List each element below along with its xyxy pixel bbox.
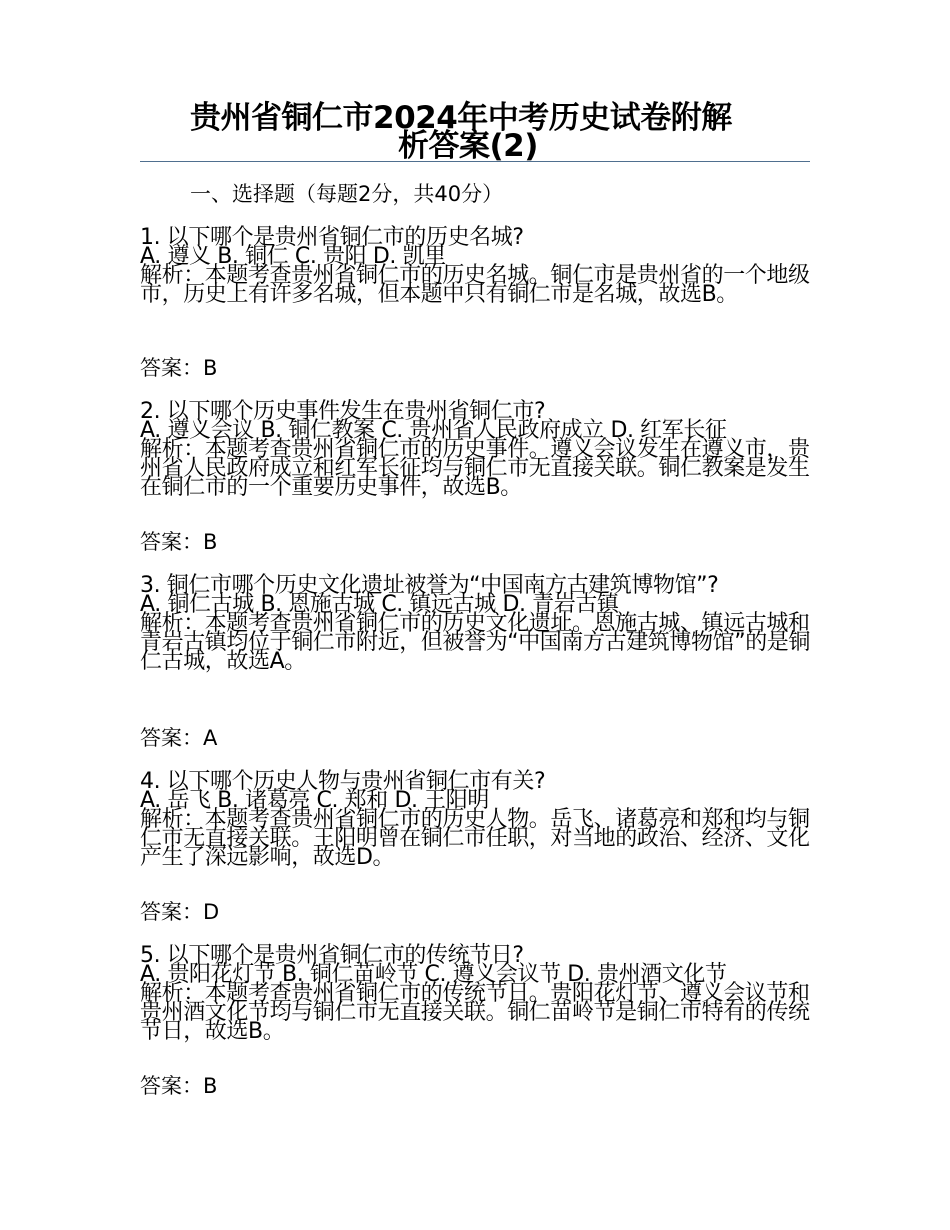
question-stem: 2. 以下哪个历史事件发生在贵州省铜仁市? — [140, 399, 546, 424]
question-1 — [140, 225, 812, 307]
question-stem: 5. 以下哪个是贵州省铜仁市的传统节日? — [140, 943, 524, 968]
section-heading: 一、选择题（每题2分，共40分） — [190, 182, 504, 206]
question-5 — [140, 943, 812, 1044]
title-line-1: 贵州省铜仁市2024年中考历史试卷附解 — [190, 100, 732, 136]
answer-5: 答案：B — [140, 1074, 218, 1098]
question-analysis: 解析：本题考查贵州省铜仁市的历史文化遗址。恩施古城、镇远古城和青岩古镇均位于铜仁市附近，但被誉为“中国南方古建筑博物馆”的是铜仁古城，故选A。 — [140, 611, 810, 674]
question-2 — [140, 399, 812, 500]
question-3 — [140, 573, 812, 674]
question-options: A. 贵阳花灯节 B. 铜仁苗岭节 C. 遵义会议节 D. 贵州酒文化节 — [140, 962, 727, 987]
question-options: A. 遵义 B. 铜仁 C. 贵阳 D. 凯里 — [140, 244, 446, 269]
question-stem: 1. 以下哪个是贵州省铜仁市的历史名城? — [140, 225, 524, 250]
question-stem: 3. 铜仁市哪个历史文化遗址被誉为“中国南方古建筑博物馆”? — [140, 573, 719, 598]
question-analysis: 解析：本题考查贵州省铜仁市的历史人物。岳飞、诸葛亮和郑和均与铜仁市无直接关联。王阳明曾在铜仁市任职，对当地的政治、经济、文化产生了深远影响，故选D。 — [140, 807, 810, 870]
title-divider — [140, 161, 810, 162]
answer-3: 答案：A — [140, 726, 218, 750]
question-analysis: 解析：本题考查贵州省铜仁市的传统节日。贵阳花灯节、遵义会议节和贵州酒文化节均与铜仁市无直接关联。铜仁苗岭节是铜仁市特有的传统节日，故选B。 — [140, 981, 810, 1044]
question-options: A. 岳飞 B. 诸葛亮 C. 郑和 D. 王阳明 — [140, 788, 489, 813]
question-analysis: 解析：本题考查贵州省铜仁市的历史事件。遵义会议发生在遵义市，贵州省人民政府成立和红军长征均与铜仁市无直接关联。铜仁教案是发生在铜仁市的一个重要历史事件，故选B。 — [140, 437, 810, 500]
answer-4: 答案：D — [140, 900, 220, 924]
question-stem: 4. 以下哪个历史人物与贵州省铜仁市有关? — [140, 769, 546, 794]
title-line-2: 析答案(2) — [398, 128, 538, 164]
question-options: A. 遵义会议 B. 铜仁教案 C. 贵州省人民政府成立 D. 红军长征 — [140, 418, 727, 443]
document-title — [190, 100, 810, 164]
question-4 — [140, 769, 812, 870]
answer-2: 答案：B — [140, 530, 218, 554]
answer-1: 答案：B — [140, 356, 218, 380]
question-options: A. 铜仁古城 B. 恩施古城 C. 镇远古城 D. 青岩古镇 — [140, 592, 619, 617]
question-analysis: 解析：本题考查贵州省铜仁市的历史名城。铜仁市是贵州省的一个地级市，历史上有许多名城，但本题中只有铜仁市是名城，故选B。 — [140, 263, 810, 307]
